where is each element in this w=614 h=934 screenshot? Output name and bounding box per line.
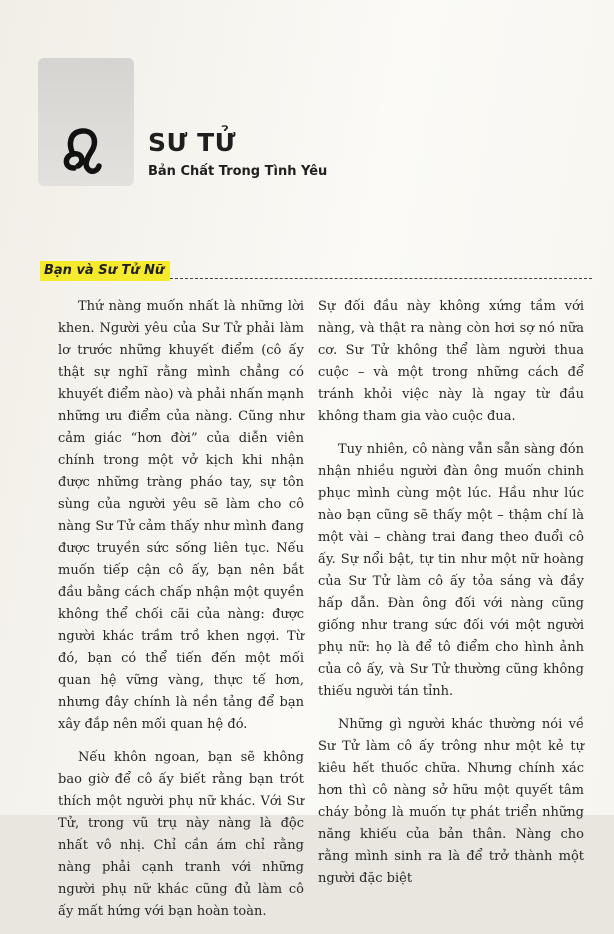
section-divider — [170, 278, 592, 279]
left-text-column — [58, 296, 304, 934]
sign-title: SƯ TỬ — [148, 128, 237, 157]
paragraph-continuation: Sự đối đầu này không xứng tầm với nàng, và thật ra nàng còn hơi sợ nó nữa cơ. Sư Tử không thể làm người thua cuộc – và một trong những cách để tránh khỏi việc này là ngay từ đầu không tham gia vào cuộc đua. — [318, 299, 584, 424]
section-heading: Bạn và Sư Tử Nữ — [40, 261, 170, 281]
zodiac-sign-box — [38, 58, 134, 186]
paragraph: Những gì người khác thường nói về Sư Tử làm cô ấy trông như một kẻ tự kiêu hết thuốc chữa. Nhưng chính xác hơn thì cô nàng sở hữu một quyết tâm cháy bỏng là muốn tự phát triển những năng khiếu của bản thân. Nàng cho rằng mình sinh ra là để trở thành một người đặc biệt — [318, 717, 584, 886]
sign-subtitle: Bản Chất Trong Tình Yêu — [148, 164, 328, 179]
paragraph: Nếu khôn ngoan, bạn sẽ không bao giờ để cô ấy biết rằng bạn trót thích một người phụ nữ khác. Với Sư Tử, trong vũ trụ này nàng là độc nhất vô nhị. Chỉ cần ám chỉ rằng nàng phải cạnh tranh với những người phụ nữ khác cũng đủ làm cô ấy mất hứng với bạn hoàn toàn. — [58, 750, 304, 919]
paragraph: Tuy nhiên, cô nàng vẫn sẵn sàng đón nhận nhiều người đàn ông muốn chinh phục mình cùng một lúc. Hầu như lúc nào bạn cũng sẽ thấy một – thậm chí là một vài – chàng trai đang theo đuổi cô ấy. Sự nổi bật, tự tin như một nữ hoàng của Sư Tử làm cô ấy tỏa sáng và đầy hấp dẫn. Đàn ông đối với nàng cũng giống như trang sức đối với một người phụ nữ: họ là để tô điểm cho hình ảnh của cô ấy, và Sư Tử thường cũng không thiếu người tán tỉnh. — [318, 442, 584, 699]
leo-zodiac-icon — [58, 122, 114, 178]
right-text-column — [318, 296, 584, 901]
paragraph: Thứ nàng muốn nhất là những lời khen. Người yêu của Sư Tử phải làm lơ trước những khuyết điểm (cô ấy thật sự nghĩ rằng mình chẳng có khuyết điểm nào) và phải nhấn mạnh những ưu điểm của nàng. Cũng như cảm giác “hơn đời” của diễn viên chính trong một vở kịch khi nhận được những tràng pháo tay, sự tôn sùng của người yêu sẽ làm cho cô nàng Sư Tử cảm thấy như mình đang được truyền sức sống liên tục. Nếu muốn tiếp cận cô ấy, bạn nên bắt đầu bằng cách chấp nhận một quyền không thể chối cãi của nàng: được người khác trầm trồ khen ngợi. Từ đó, bạn có thể tiến đến một mối quan hệ vững vàng, thực tế hơn, nhưng đây chính là nền tảng để bạn xây đắp nên mối quan hệ đó. — [58, 299, 304, 732]
